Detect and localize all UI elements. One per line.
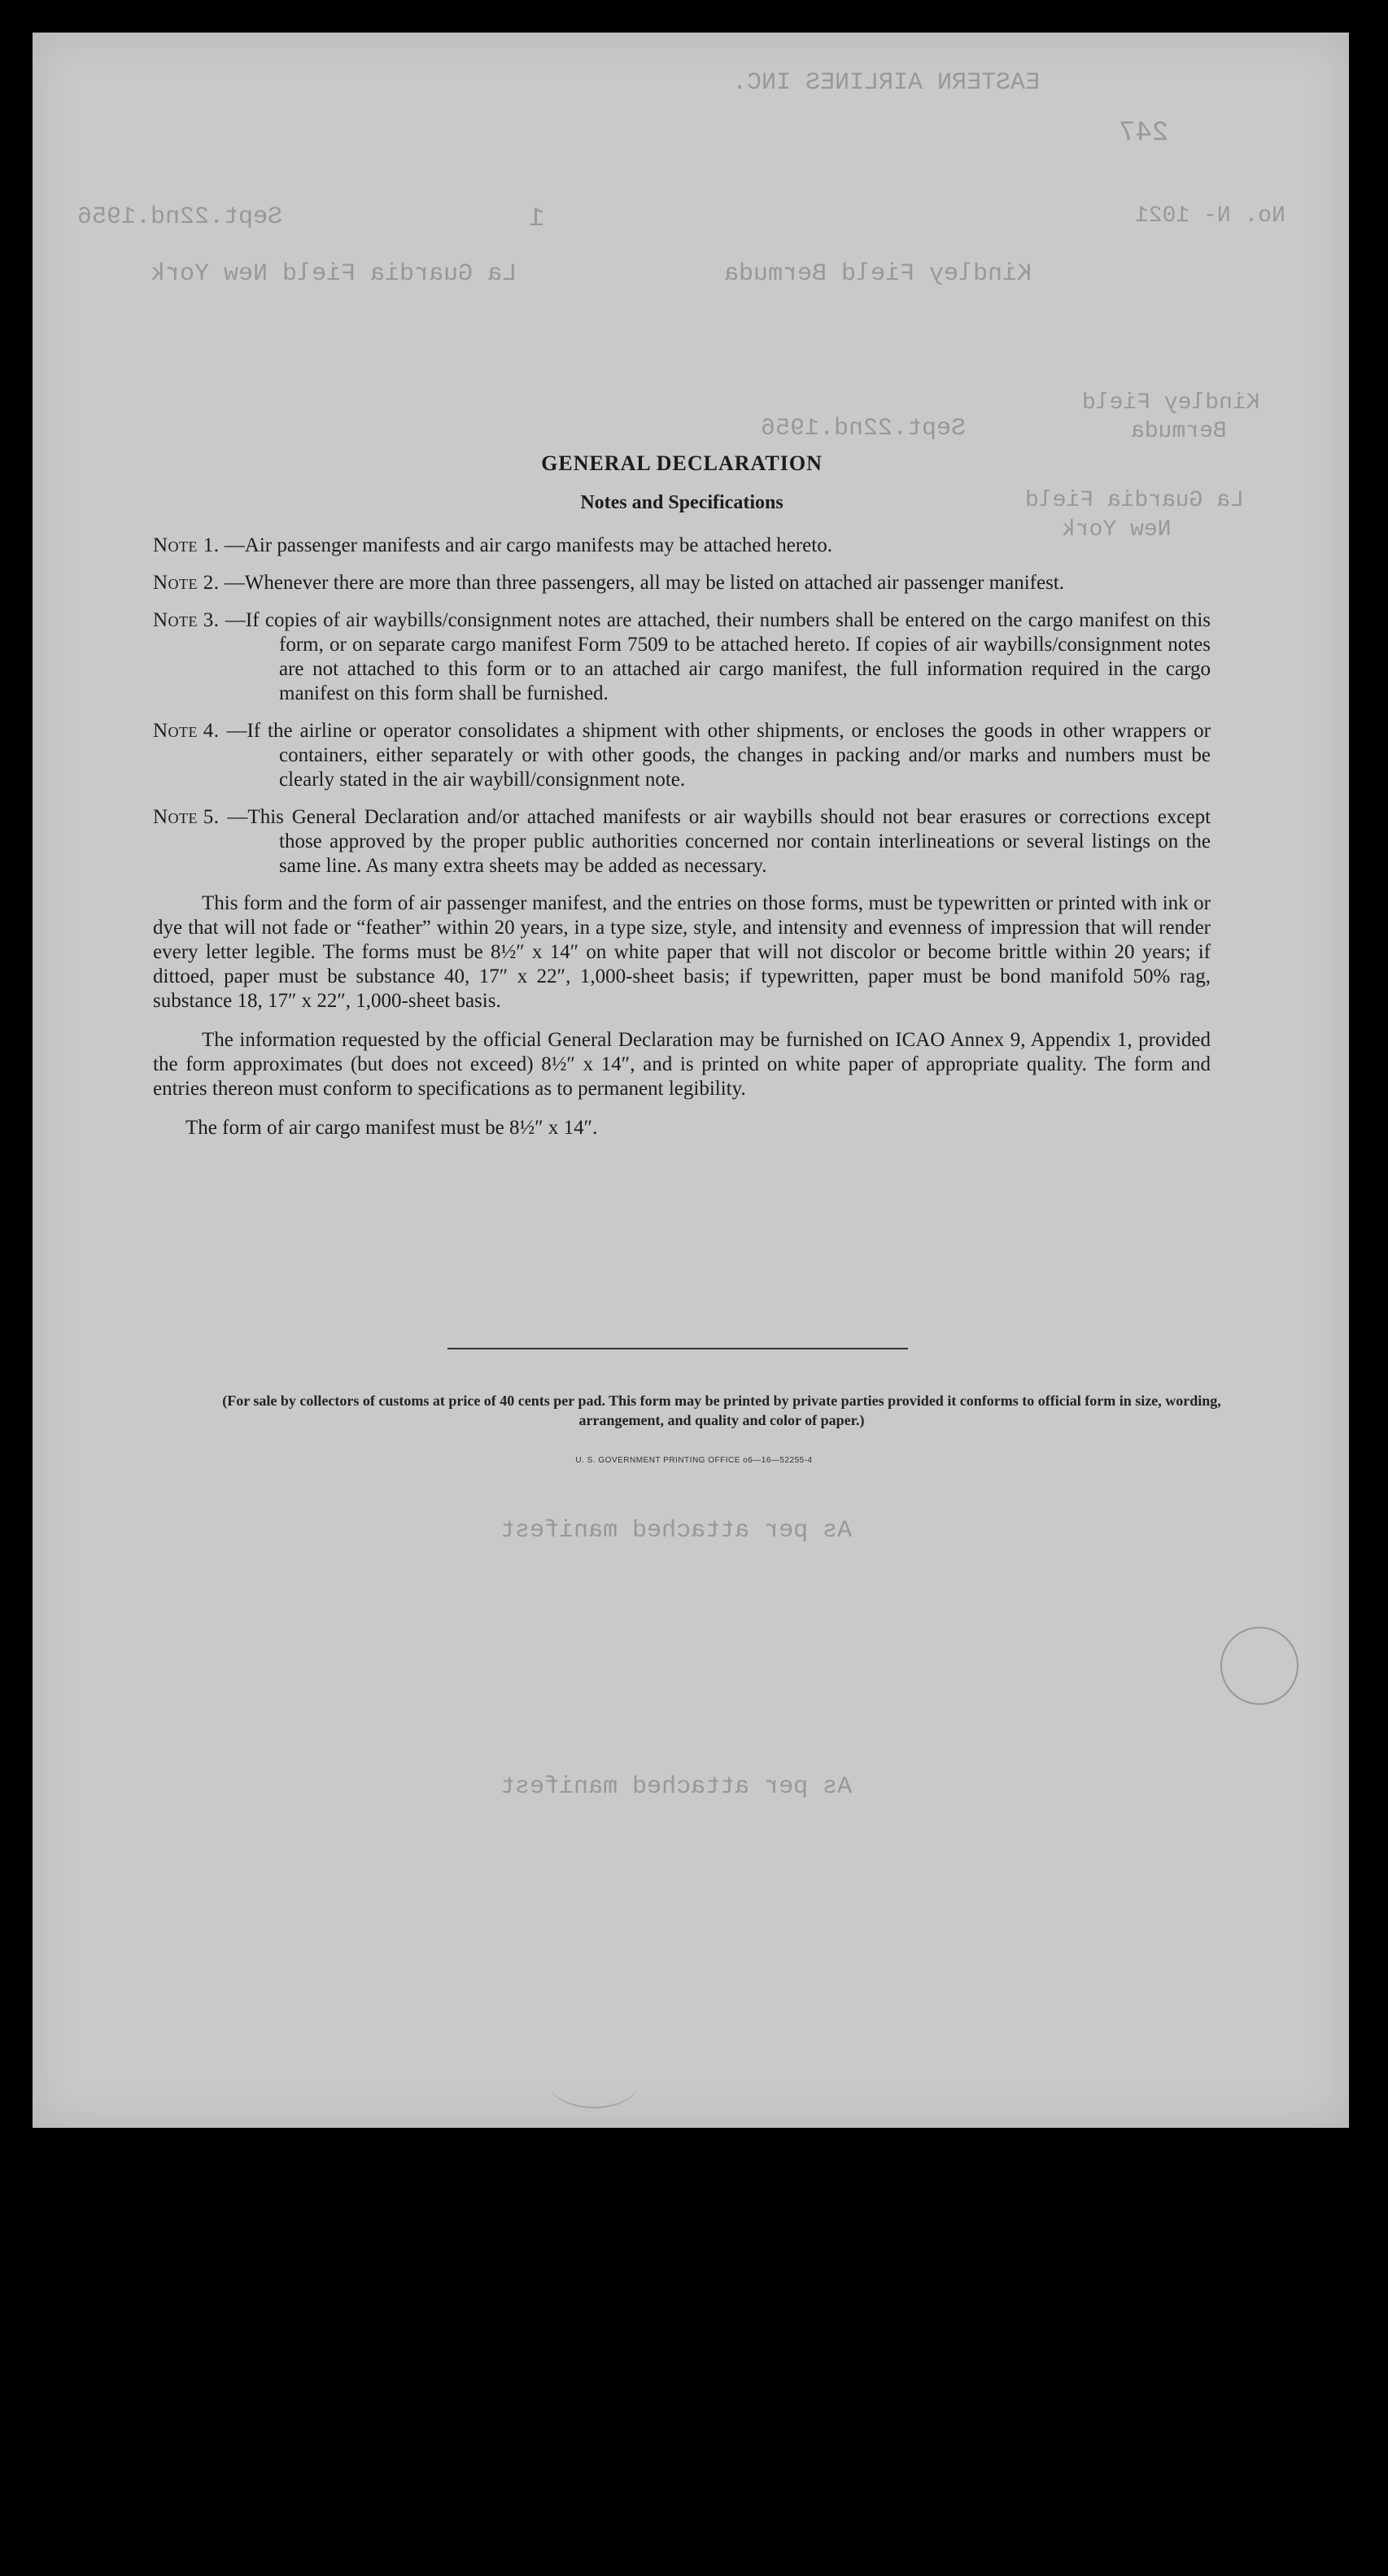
bleed-flight-no: No. N- 1021 <box>1135 203 1285 229</box>
bleed-ref-no: 247 <box>1119 118 1169 149</box>
note-label: Note 2. <box>153 572 220 594</box>
bleed-route-from: Kindley Field Bermuda <box>724 260 1032 288</box>
bleed-place-1a: Kindley Field <box>1082 390 1260 416</box>
note-label: Note 4. <box>153 720 220 742</box>
note-5 <box>153 805 1211 878</box>
note-text: —This General Declaration and/or attached manifests or air waybills should not bear erasures or corrections except those approved by the proper public authorities concerned nor contain interlineations or several listings on the same line. As many extra sheets may be added as necessary. <box>227 806 1211 877</box>
note-text: —Whenever there are more than three passengers, all may be listed on attached air passenger manifest. <box>224 572 1064 594</box>
note-text: —Air passenger manifests and air cargo manifests may be attached hereto. <box>224 534 832 556</box>
bleed-manifest-2: As per attached manifest <box>500 1773 853 1801</box>
sale-note: (For sale by collectors of customs at price of 40 cents per pad. This form may be printed by private parties provided it conforms to official form in size, wording, arrangement, and quality and color of paper.) <box>222 1393 1221 1428</box>
note-label: Note 3. <box>153 609 220 631</box>
note-2 <box>153 571 1211 595</box>
note-4 <box>153 719 1211 792</box>
bleed-manifest-1: As per attached manifest <box>500 1517 853 1545</box>
bleed-place-2b: New York <box>1062 517 1172 543</box>
note-1 <box>153 534 1211 558</box>
document-title: GENERAL DECLARATION <box>541 451 823 475</box>
paragraph-icao: The information requested by the official General Declaration may be furnished on ICAO Annex 9, Appendix 1, provided the form approximates (but does not exceed) 8½″ x 14″, and is printed on white paper of appropriate quality. The form and entries thereon must conform to specifications as to permanent legibility. <box>153 1029 1211 1100</box>
bleed-airline: EASTERN AIRLINES INC. <box>732 69 1041 97</box>
printing-office-line: U. S. GOVERNMENT PRINTING OFFICE o6—16—52255-4 <box>575 1456 813 1465</box>
bleed-page-no: 1 <box>529 203 545 233</box>
bleed-date-left: Sept.22nd.1956 <box>77 203 283 231</box>
note-text: —If copies of air waybills/consignment notes are attached, their numbers shall be entered on the cargo manifest on this form, or on separate cargo manifest Form 7509 to be attached hereto. If copies of air waybills/consignment notes are not attached to this form or to an attached air cargo manifest, the full information required in the cargo manifest on this form shall be furnished. <box>225 609 1211 704</box>
note-label: Note 5. <box>153 806 220 828</box>
note-3 <box>153 608 1211 706</box>
pen-scribble <box>549 2058 639 2108</box>
note-label: Note 1. <box>153 534 220 556</box>
bleed-route-to: La Guardia Field New York <box>151 260 517 288</box>
pen-mark <box>1220 1627 1299 1705</box>
divider-rule <box>447 1348 908 1349</box>
bleed-place-1b: Bermuda <box>1131 419 1227 444</box>
paragraph-cargo-size: The form of air cargo manifest must be 8½″ x 14″. <box>186 1117 598 1139</box>
notes-content <box>153 451 1211 1155</box>
bleed-place-2a: La Guardia Field <box>1025 488 1244 513</box>
document-subtitle: Notes and Specifications <box>580 492 783 513</box>
note-text: —If the airline or operator consolidates a shipment with other shipments, or encloses the goods in other wrappers or containers, either separately or with other goods, the changes in packing and/or marks and numbers must be clearly stated in the air waybill/consignment note. <box>226 720 1211 791</box>
bleed-date-mid: Sept.22nd.1956 <box>761 415 967 442</box>
paragraph-legibility: This form and the form of air passenger manifest, and the entries on those forms, must be typewritten or printed with ink or dye that will not fade or “feather” within 20 years, in a type size, style, and intensity and evenness of impression that will render every letter legible. The forms must be 8½″ x 14″ on white paper that will not discolor or become brittle within 20 years; if dittoed, paper must be substance 40, 17″ x 22″, 1,000-sheet basis; if typewritten, paper must be bond manifold 50% rag, substance 18, 17″ x 22″, 1,000-sheet basis. <box>153 892 1211 1012</box>
